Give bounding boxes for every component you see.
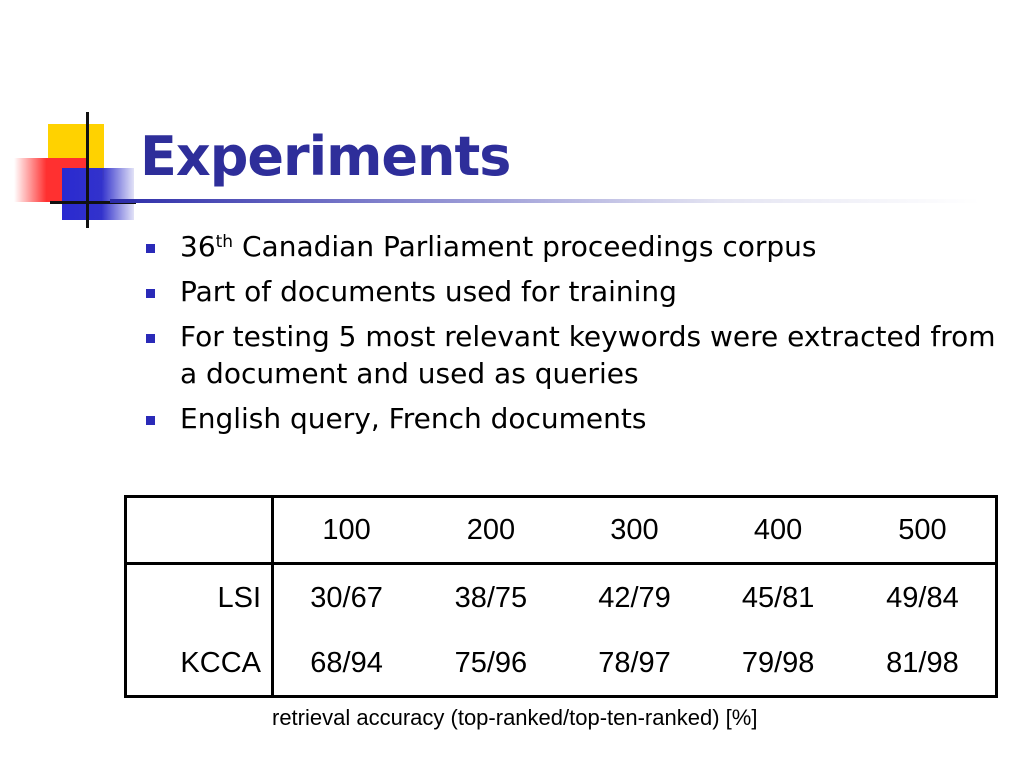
column-header: 100 xyxy=(273,497,420,564)
column-header: 500 xyxy=(850,497,997,564)
vertical-line-decoration xyxy=(86,112,89,228)
bullet-square-icon xyxy=(146,334,155,343)
bullet-square-icon xyxy=(146,244,155,253)
table-cell: 30/67 xyxy=(310,581,383,614)
bullet-text: For testing 5 most relevant keywords were extracted from a document and used as queries xyxy=(180,320,996,390)
table-cell: 78/97 xyxy=(598,646,671,679)
title-underline xyxy=(110,199,980,203)
column-header: 200 xyxy=(419,497,563,564)
blue-square-decoration xyxy=(62,168,134,220)
bullet-superscript: th xyxy=(215,232,234,252)
bullet-text-prefix: 36 xyxy=(180,230,216,263)
decorative-logo xyxy=(0,0,140,240)
table-header-row xyxy=(126,497,997,564)
bullet-square-icon xyxy=(146,416,155,425)
row-label: KCCA xyxy=(126,631,273,697)
table-row xyxy=(126,631,997,697)
table-caption: retrieval accuracy (top-ranked/top-ten-ranked) [%] xyxy=(272,705,758,730)
bullet-text: English query, French documents xyxy=(180,402,647,435)
table-cell: 49/84 xyxy=(886,581,959,614)
column-header: 400 xyxy=(706,497,850,564)
table-row xyxy=(126,564,997,632)
list-item xyxy=(146,228,1006,265)
list-item xyxy=(146,318,1006,392)
table-cell: 42/79 xyxy=(598,581,671,614)
column-header: 300 xyxy=(563,497,707,564)
table-cell: 68/94 xyxy=(310,646,383,679)
table-cell: 75/96 xyxy=(454,646,528,679)
list-item xyxy=(146,400,1006,437)
bullet-text: Part of documents used for training xyxy=(180,275,677,308)
results-table xyxy=(124,495,998,698)
table-cell: 81/98 xyxy=(886,646,959,679)
list-item xyxy=(146,273,1006,310)
bullet-square-icon xyxy=(146,289,155,298)
table-cell: 45/81 xyxy=(741,581,815,614)
row-label: LSI xyxy=(126,564,273,632)
slide-title: Experiments xyxy=(140,125,511,188)
table-cell: 79/98 xyxy=(741,646,815,679)
bullet-list xyxy=(146,228,1006,445)
table-corner-cell xyxy=(126,497,273,564)
bullet-text-rest: Canadian Parliament proceedings corpus xyxy=(233,230,817,263)
table-cell: 38/75 xyxy=(454,581,528,614)
